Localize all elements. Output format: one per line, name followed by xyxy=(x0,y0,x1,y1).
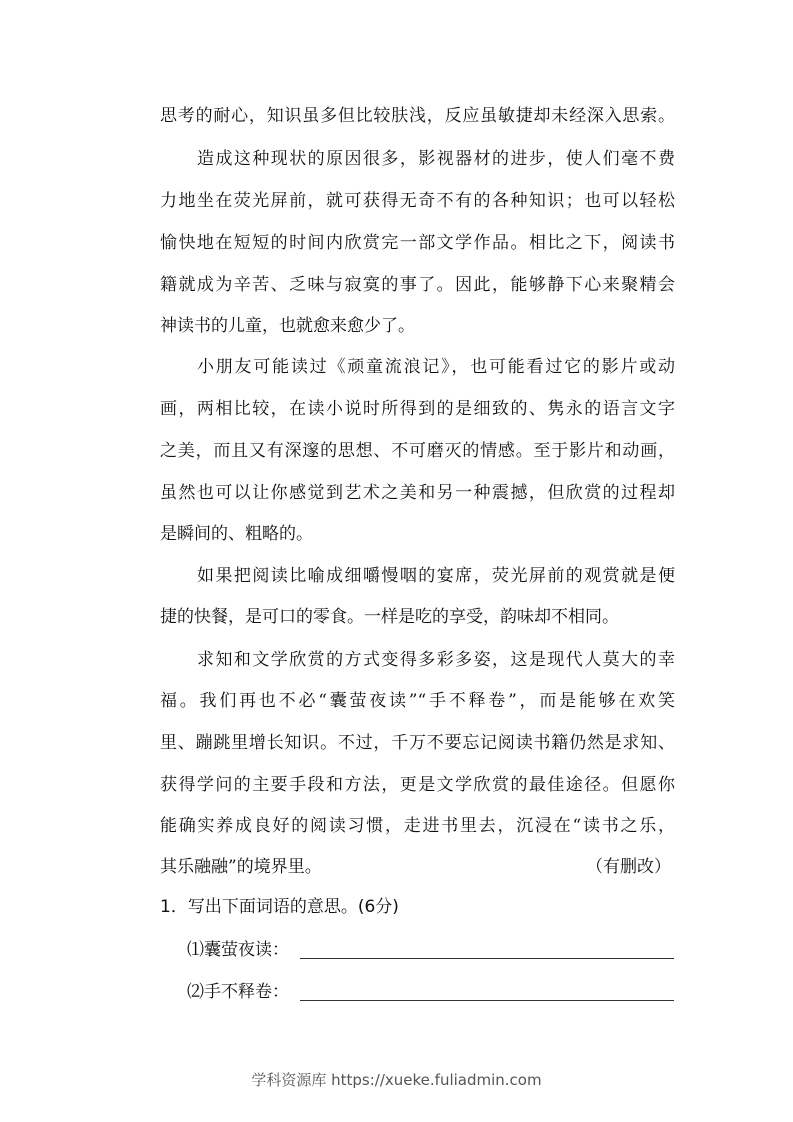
passage-line: 画，两相比较，在读小说时所得到的是细致的、隽永的语言文字 xyxy=(160,399,675,419)
passage-line: 获得学问的主要手段和方法，更是文学欣赏的最佳途径。但愿你 xyxy=(160,775,675,795)
answer-input-line[interactable] xyxy=(300,1000,674,1001)
passage-line: 造成这种现状的原因很多，影视器材的进步，使人们毫不费 xyxy=(197,149,675,169)
question-title: 1．写出下面词语的意思。(6分) xyxy=(160,897,399,917)
passage-line: 如果把阅读比喻成细嚼慢咽的宴席，荧光屏前的观赏就是便 xyxy=(197,566,675,586)
passage-line: 愉快地在短短的时间内欣赏完一部文学作品。相比之下，阅读书 xyxy=(160,233,675,253)
footer-watermark: 学科资源库 https://xueke.fuliadmin.com xyxy=(251,1071,542,1089)
passage-line: 求知和文学欣赏的方式变得多彩多姿，这是现代人莫大的幸 xyxy=(197,650,675,670)
answer-input-line[interactable] xyxy=(300,958,674,959)
passage-line: 虽然也可以让你感觉到艺术之美和另一种震撼，但欣赏的过程却 xyxy=(160,483,675,503)
passage-line: 其乐融融”的境界里。 xyxy=(160,857,322,877)
passage-line: 之美，而且又有深邃的思想、不可磨灭的情感。至于影片和动画， xyxy=(160,441,675,461)
passage-line: 能确实养成良好的阅读习惯，走进书里去，沉浸在“读书之乐， xyxy=(160,816,675,836)
passage-line: 力地坐在荧光屏前，就可获得无奇不有的各种知识；也可以轻松 xyxy=(160,191,675,211)
passage-line: 神读书的儿童，也就愈来愈少了。 xyxy=(160,316,415,336)
source-note: （有删改） xyxy=(586,857,671,877)
passage-line: 小朋友可能读过《顽童流浪记》，也可能看过它的影片或动 xyxy=(197,357,675,377)
question-item-label: ⑴囊萤夜读： xyxy=(187,940,289,960)
passage-line: 福。我们再也不必“囊萤夜读”“手不释卷”，而是能够在欢笑 xyxy=(160,691,675,711)
passage-line: 思考的耐心，知识虽多但比较肤浅，反应虽敏捷却未经深入思索。 xyxy=(160,106,675,126)
passage-line: 捷的快餐，是可口的零食。一样是吃的享受，韵味却不相同。 xyxy=(160,607,619,627)
question-item-label: ⑵手不释卷： xyxy=(187,982,289,1002)
passage-line: 籍就成为辛苦、乏味与寂寞的事了。因此，能够静下心来聚精会 xyxy=(160,275,675,295)
passage-line: 里、蹦跳里增长知识。不过，千万不要忘记阅读书籍仍然是求知、 xyxy=(160,733,675,753)
passage-line: 是瞬间的、粗略的。 xyxy=(160,524,313,544)
